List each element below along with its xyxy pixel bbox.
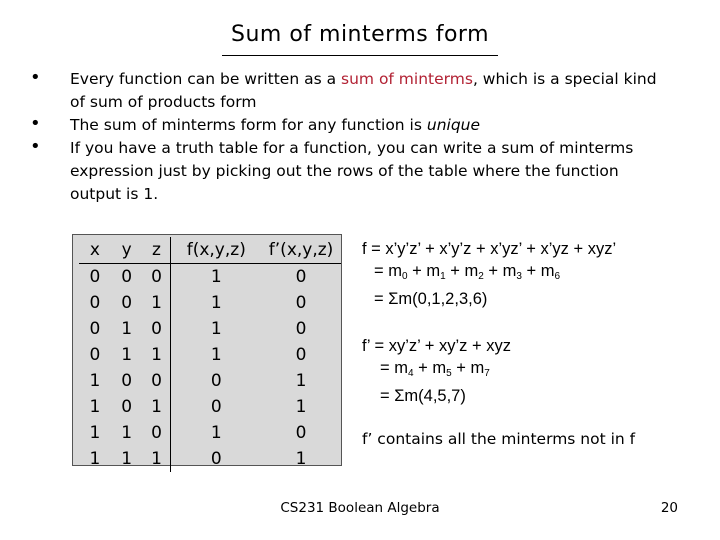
bullet-item-1 bbox=[30, 68, 670, 114]
table-cell: 1 bbox=[89, 397, 101, 417]
subscript: 1 bbox=[440, 271, 446, 282]
table-cell: 0 bbox=[171, 446, 261, 472]
f-minterm-expansion: f = x’y’z’ + x’y’z + x’yz’ + x’yz + xyz’ bbox=[362, 240, 617, 258]
table-cell: 1 bbox=[121, 319, 133, 339]
term: + m bbox=[521, 262, 555, 280]
table-cell: 0 bbox=[295, 345, 307, 365]
table-cell: 0 bbox=[295, 293, 307, 313]
table-cell: 0 bbox=[295, 423, 307, 443]
table-cell: 1 bbox=[89, 449, 101, 469]
footer-text: CS231 Boolean Algebra bbox=[280, 500, 440, 516]
table-cell: 1 bbox=[89, 371, 101, 391]
table-cell: 0 bbox=[121, 371, 133, 391]
table-cell: 0 bbox=[89, 319, 101, 339]
table-cell: 0 bbox=[295, 267, 307, 287]
subscript: 4 bbox=[407, 368, 414, 379]
fprime-sigma-notation: = Σm(4,5,7) bbox=[380, 387, 466, 405]
complement-note: f’ contains all the minterms not in f bbox=[362, 430, 636, 448]
table-cell: 0 bbox=[89, 293, 101, 313]
table-cell: 1 bbox=[121, 423, 133, 443]
table-cell: 0 bbox=[151, 267, 162, 287]
column-header: z bbox=[143, 237, 171, 264]
fprime-minterm-indices bbox=[362, 357, 511, 385]
term: = m bbox=[380, 359, 408, 377]
table-cell: 1 bbox=[295, 371, 307, 391]
table-cell: 0 bbox=[121, 397, 133, 417]
table-row bbox=[79, 316, 341, 342]
table-cell: 0 bbox=[121, 293, 133, 313]
table-cell: 1 bbox=[89, 423, 101, 443]
f-expression bbox=[362, 238, 616, 310]
term: = m bbox=[374, 262, 402, 280]
bullet-text: If you have a truth table for a function, you can write a sum of minterms expression just by picking out the rows of the table where the function output is 1. bbox=[70, 139, 634, 203]
subscript: 2 bbox=[478, 271, 484, 282]
table-row bbox=[79, 420, 341, 446]
f-minterm-indices bbox=[362, 260, 616, 288]
table-row bbox=[79, 290, 341, 316]
term: + m bbox=[451, 359, 485, 377]
table-cell: 0 bbox=[171, 394, 261, 420]
table-cell: 1 bbox=[171, 290, 261, 316]
bullet-text: The sum of minterms form for any function is bbox=[70, 116, 427, 134]
table-cell: 1 bbox=[151, 397, 162, 417]
table-cell: 0 bbox=[151, 371, 162, 391]
fprime-expression bbox=[362, 335, 511, 407]
table-cell: 1 bbox=[295, 397, 307, 417]
f-sigma-notation: = Σm(0,1,2,3,6) bbox=[374, 290, 488, 308]
table-cell: 1 bbox=[295, 449, 307, 469]
table-cell: 0 bbox=[89, 267, 101, 287]
table-cell: 1 bbox=[121, 449, 133, 469]
table-row bbox=[79, 394, 341, 420]
term: + m bbox=[407, 262, 441, 280]
table-row bbox=[79, 446, 341, 472]
subscript: 6 bbox=[554, 271, 561, 282]
bullet-dot-icon: • bbox=[30, 67, 41, 88]
subscript: 0 bbox=[401, 271, 408, 282]
table-cell: 0 bbox=[151, 423, 162, 443]
table-cell: 1 bbox=[151, 449, 162, 469]
table-row bbox=[79, 342, 341, 368]
table-cell: 1 bbox=[171, 316, 261, 342]
table-cell: 1 bbox=[121, 345, 133, 365]
bullet-item-2 bbox=[30, 114, 670, 137]
term: + m bbox=[483, 262, 517, 280]
column-header: y bbox=[111, 237, 143, 264]
truth-table-panel bbox=[72, 234, 342, 469]
table-cell: 1 bbox=[171, 342, 261, 368]
table-cell: 0 bbox=[121, 267, 133, 287]
term: + m bbox=[413, 359, 447, 377]
table-row bbox=[79, 264, 341, 291]
bullet-text: , which is a special kind of sum of products form bbox=[70, 70, 657, 111]
bullet-dot-icon: • bbox=[30, 136, 41, 157]
term: + m bbox=[445, 262, 479, 280]
emphasis-text: unique bbox=[426, 116, 481, 134]
table-cell: 0 bbox=[89, 345, 101, 365]
table-cell: 0 bbox=[295, 319, 307, 339]
bullet-dot-icon: • bbox=[30, 113, 41, 134]
table-cell: 1 bbox=[171, 264, 261, 291]
column-header: f’(x,y,z) bbox=[261, 237, 341, 264]
subscript: 7 bbox=[484, 368, 490, 379]
table-header-row bbox=[79, 237, 341, 264]
table-cell: 0 bbox=[151, 319, 162, 339]
fprime-minterm-expansion: f’ = xy’z’ + xy’z + xyz bbox=[362, 337, 511, 355]
bullet-item-3 bbox=[30, 137, 670, 206]
truth-table bbox=[79, 237, 341, 472]
table-cell: 1 bbox=[151, 345, 162, 365]
bullet-text: Every function can be written as a bbox=[70, 70, 342, 88]
table-cell: 1 bbox=[151, 293, 162, 313]
table-cell: 0 bbox=[171, 368, 261, 394]
table-row bbox=[79, 368, 341, 394]
column-header: f(x,y,z) bbox=[171, 237, 261, 264]
slide-title: Sum of minterms form bbox=[230, 22, 489, 47]
page-number: 20 bbox=[660, 500, 678, 516]
bullet-list bbox=[30, 68, 670, 206]
column-header: x bbox=[79, 237, 111, 264]
table-cell: 1 bbox=[171, 420, 261, 446]
subscript: 3 bbox=[516, 271, 522, 282]
subscript: 5 bbox=[446, 368, 452, 379]
title-underline bbox=[222, 55, 498, 56]
highlight-text: sum of minterms bbox=[341, 70, 473, 88]
